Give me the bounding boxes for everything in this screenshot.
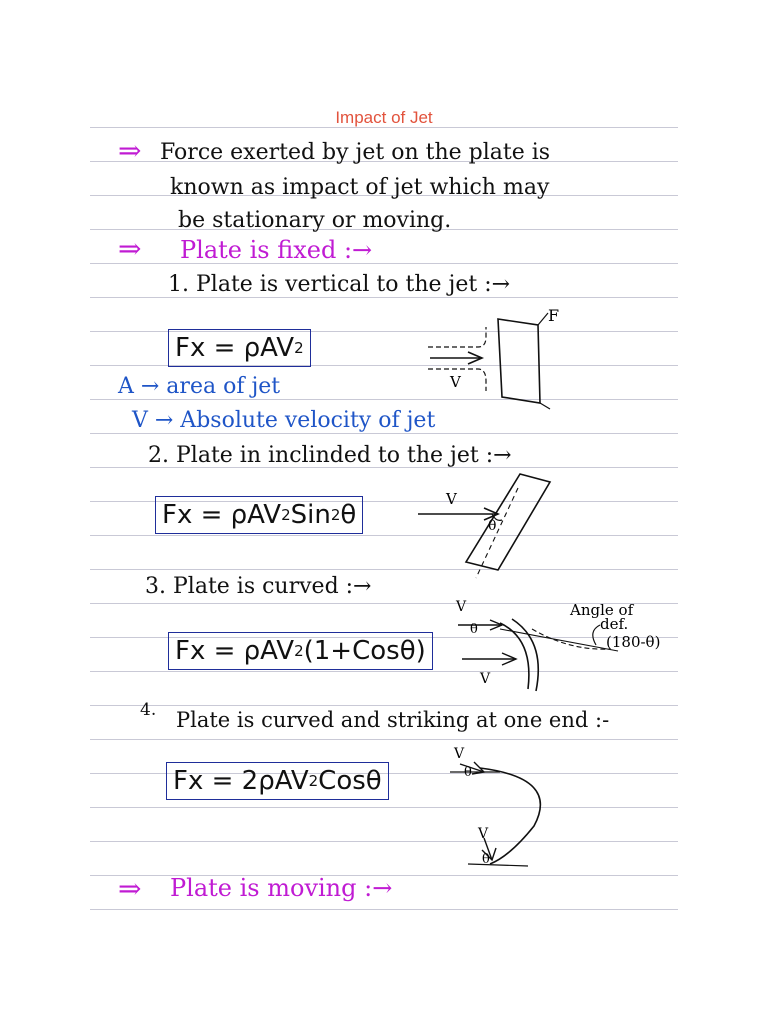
formula-text: Fx = ρAV: [162, 500, 282, 530]
case-2-heading: 2. Plate in inclinded to the jet :→: [148, 443, 512, 468]
ruled-line: [90, 433, 678, 434]
figure-label-theta: θ: [488, 518, 497, 534]
formula-text: Cosθ: [318, 766, 382, 796]
figure-label-V: V: [446, 490, 457, 508]
formula-exponent: 2: [281, 506, 291, 524]
implies-arrow-icon: ⇒: [118, 232, 142, 265]
formula-box-case-4: [166, 762, 389, 800]
figure-label-theta-top: θ: [464, 765, 472, 780]
figure-label-V-bottom: V: [478, 826, 489, 842]
formula-exponent: 2: [330, 506, 341, 524]
case-1-heading: 1. Plate is vertical to the jet :→: [168, 272, 511, 297]
figure-note-value: (180-θ): [606, 633, 661, 651]
curved-plate-end-figure: [440, 742, 570, 876]
formula-text: Fx = ρAV: [175, 636, 295, 666]
figure-label-F: F: [548, 306, 560, 325]
ruled-line: [90, 297, 678, 298]
intro-line-3: be stationary or moving.: [178, 208, 452, 233]
ruled-line: [90, 705, 678, 706]
figure-label-theta-bottom: θ: [482, 852, 490, 867]
ruled-line: [90, 569, 678, 570]
figure-label-V-top: V: [456, 599, 467, 615]
note-absolute-velocity: V → Absolute velocity of jet: [132, 408, 436, 433]
ruled-line: [90, 739, 678, 740]
figure-label-theta: θ: [470, 622, 478, 637]
formula-exponent: 2: [294, 642, 304, 660]
formula-text: θ: [340, 500, 357, 530]
formula-box-case-3: [168, 632, 433, 670]
formula-text: (1+Cosθ): [303, 636, 426, 666]
case-4-heading: Plate is curved and striking at one end :-: [176, 708, 610, 732]
formula-box-case-2: [155, 496, 363, 534]
implies-arrow-icon: ⇒: [118, 872, 142, 905]
formula-exponent: 2: [294, 339, 304, 357]
ruled-line: [90, 263, 678, 264]
figure-label-V-bottom: V: [480, 671, 491, 687]
page-title: Impact of Jet: [335, 108, 433, 127]
figure-label-V: V: [450, 373, 461, 391]
inclined-plate-figure: [410, 468, 570, 588]
formula-box-case-1: [168, 329, 311, 367]
curved-plate-figure: [440, 595, 685, 695]
ruled-line: [90, 841, 678, 842]
figure-note-angle: Angle of: [570, 601, 634, 619]
formula-text: Sin: [290, 500, 331, 530]
ruled-line: [90, 909, 678, 910]
formula-text: Fx = 2ρAV: [173, 766, 309, 796]
formula-exponent: 2: [308, 772, 319, 790]
implies-arrow-icon: ⇒: [118, 134, 142, 167]
ruled-line: [90, 535, 678, 536]
note-area-of-jet: A → area of jet: [118, 374, 281, 399]
case-4-number: 4.: [140, 700, 157, 720]
ruled-line: [90, 807, 678, 808]
section-heading-fixed: Plate is fixed :→: [180, 236, 373, 264]
formula-text: Fx = ρAV: [175, 333, 295, 363]
figure-label-V-top: V: [454, 746, 465, 762]
vertical-plate-figure: [420, 305, 590, 415]
intro-line-1: Force exerted by jet on the plate is: [160, 140, 551, 165]
section-heading-moving: Plate is moving :→: [170, 874, 393, 902]
figure-note-def: def.: [600, 615, 629, 633]
case-3-heading: 3. Plate is curved :→: [145, 574, 372, 599]
intro-line-2: known as impact of jet which may: [170, 175, 550, 200]
